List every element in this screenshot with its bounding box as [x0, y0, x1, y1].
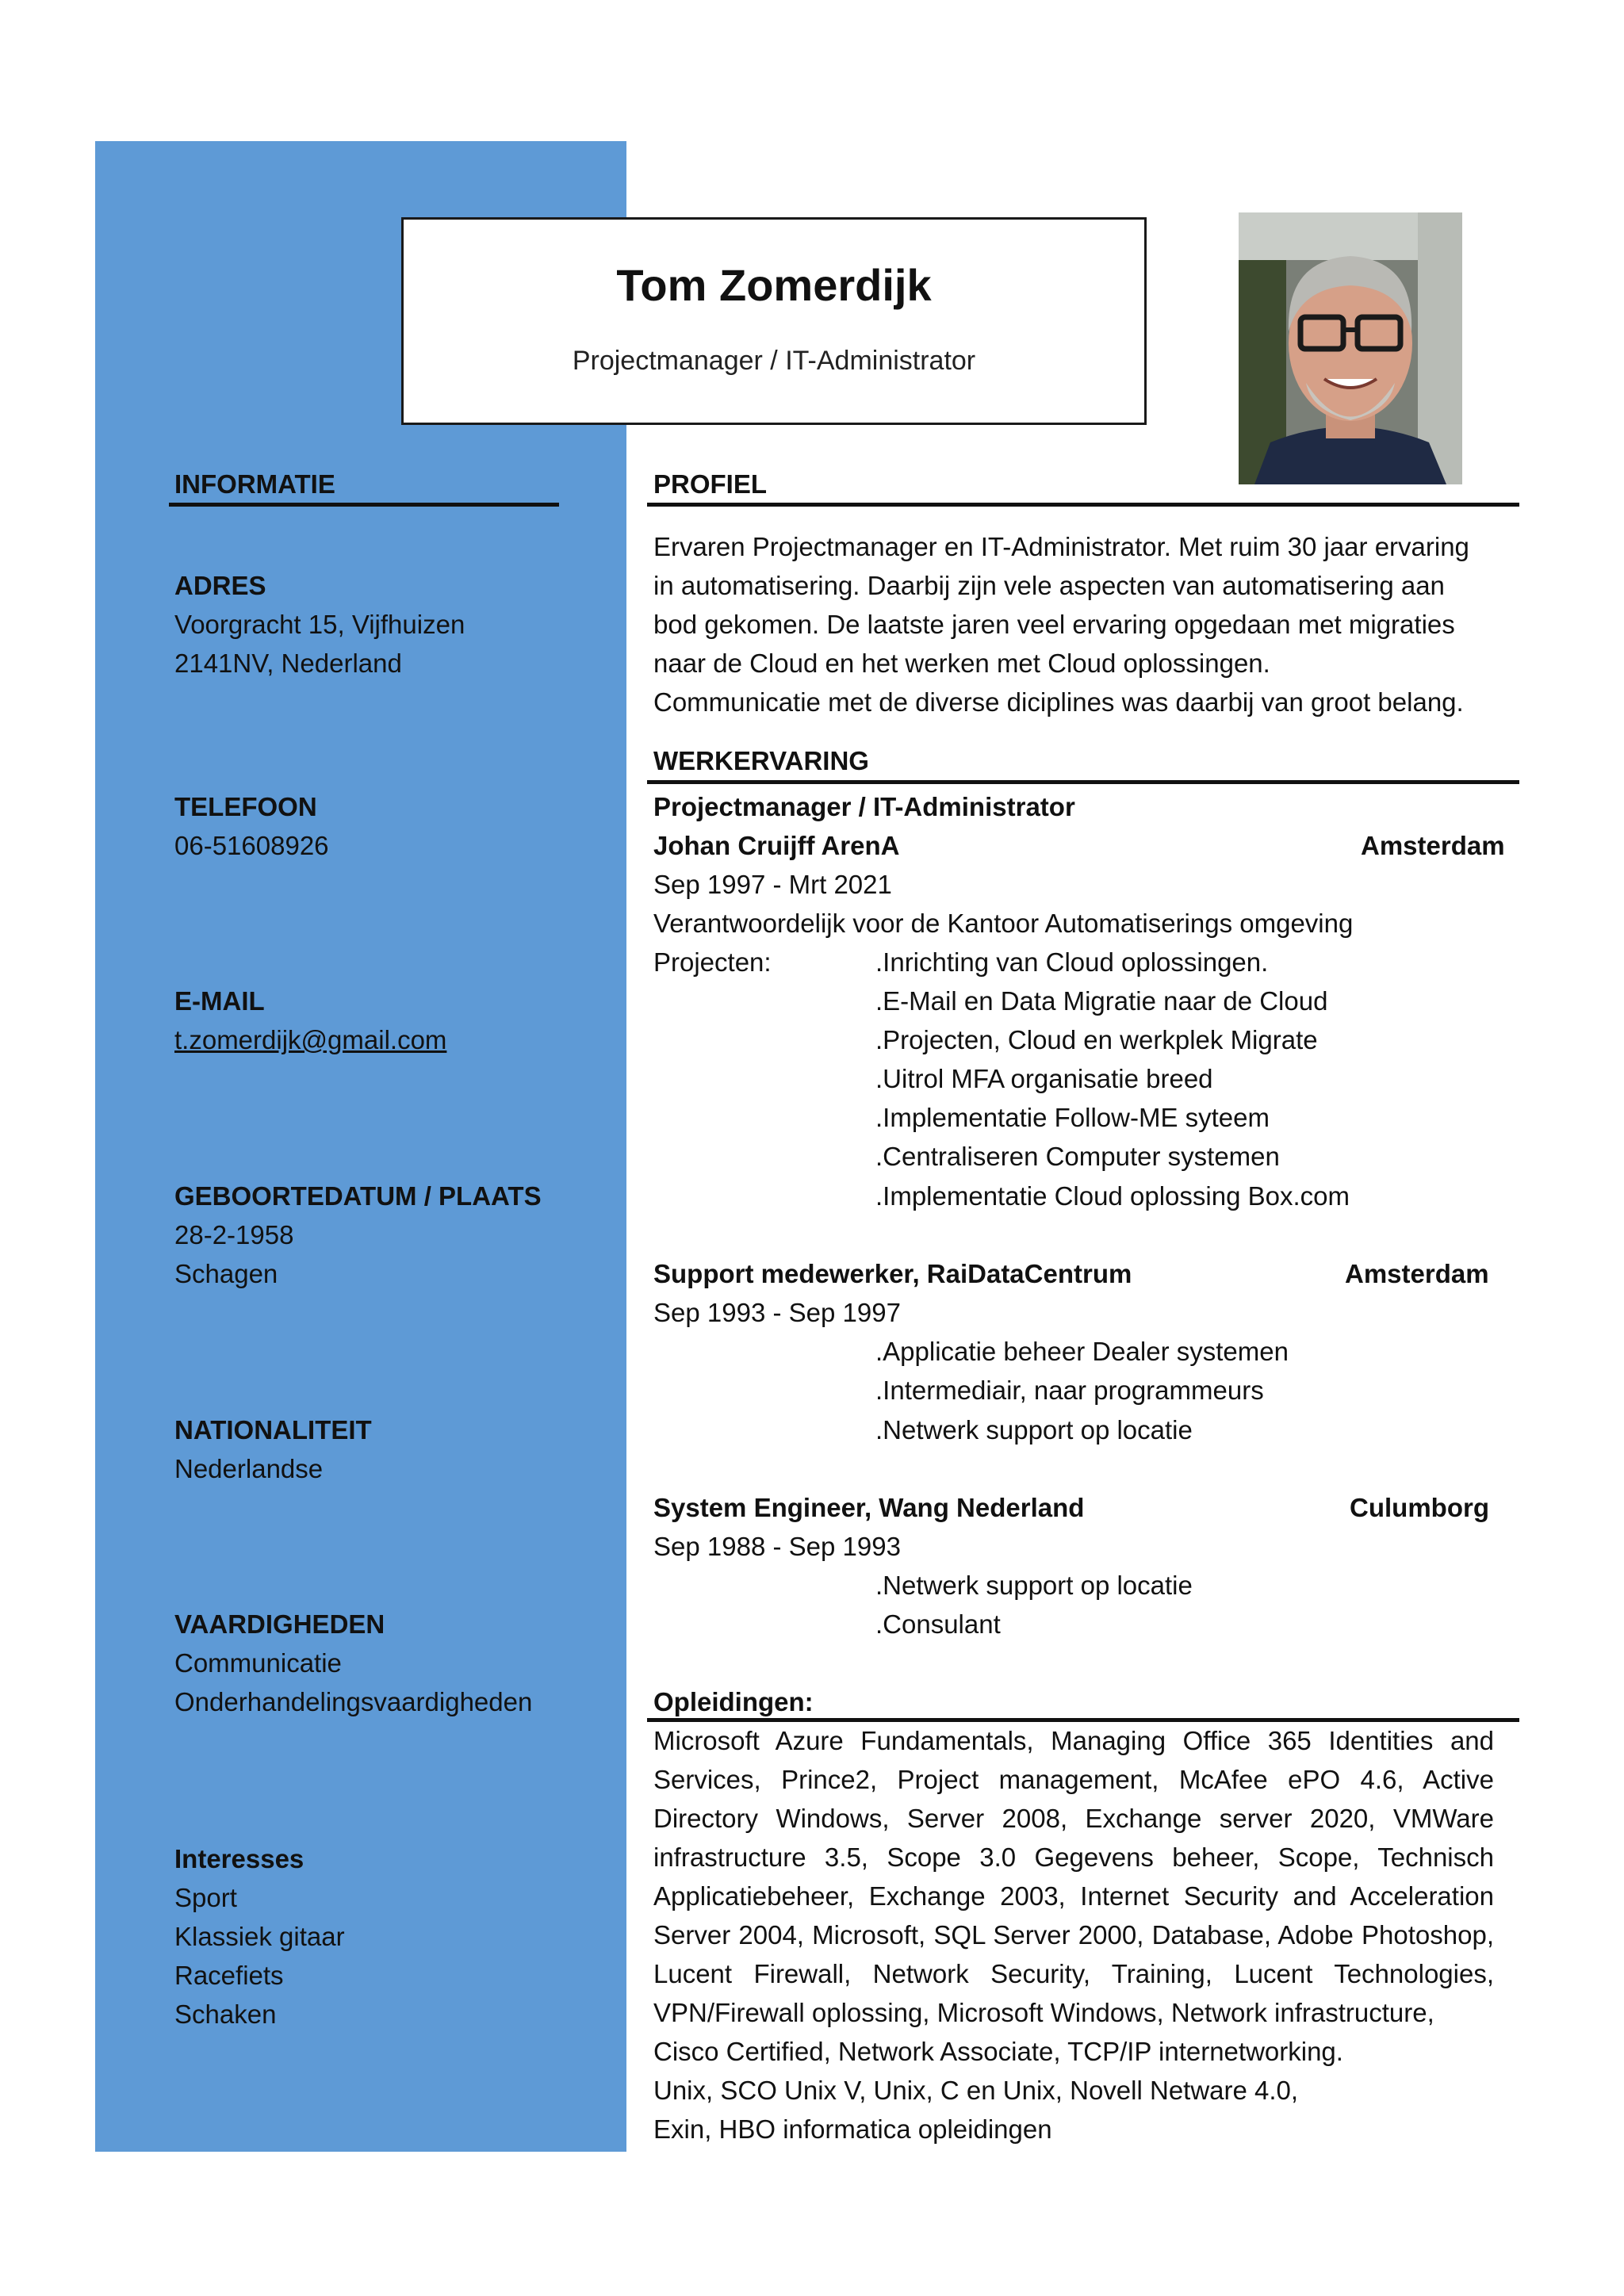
email-link[interactable]: t.zomerdijk@gmail.com [174, 1025, 447, 1054]
education-line: Lucent Firewall, Network Security, Training, Lucent Technologies, [653, 1959, 1494, 1988]
job-title: Support medewerker, RaiDataCentrum [653, 1259, 1132, 1288]
project-item: .Uitrol MFA organisatie breed [875, 1064, 1213, 1093]
nationality-value: Nederlandse [174, 1454, 324, 1483]
education-line: Services, Prince2, Project management, McAfee ePO 4.6, Active [653, 1765, 1494, 1794]
sidebar-heading: INFORMATIE [174, 469, 335, 499]
education-heading: Opleidingen: [653, 1687, 814, 1716]
job-location: Culumborg [1350, 1493, 1489, 1522]
profile-photo [1239, 212, 1462, 484]
job-period: Sep 1993 - Sep 1997 [653, 1298, 901, 1327]
interest-item: Sport [174, 1883, 237, 1912]
task-item: .Netwerk support op locatie [875, 1571, 1193, 1600]
task-item: .Consulant [875, 1609, 1001, 1639]
task-item: .Netwerk support op locatie [875, 1415, 1193, 1445]
name-card [401, 217, 1147, 425]
experience-heading-rule [647, 780, 1519, 784]
skills-label: VAARDIGHEDEN [174, 1609, 385, 1639]
sidebar-heading-rule [169, 503, 559, 507]
profile-line: in automatisering. Daarbij zijn vele aspecten van automatisering aan [653, 571, 1445, 600]
profile-heading-rule [647, 503, 1519, 507]
project-item: .Implementatie Follow-ME syteem [875, 1103, 1270, 1132]
birth-label: GEBOORTEDATUM / PLAATS [174, 1181, 542, 1211]
job-employer: Johan Cruijff ArenA [653, 831, 900, 860]
task-item: .Intermediair, naar programmeurs [875, 1376, 1264, 1405]
project-item: .Implementatie Cloud oplossing Box.com [875, 1181, 1350, 1211]
profile-line: naar de Cloud en het werken met Cloud oplossingen. [653, 649, 1270, 678]
person-name: Tom Zomerdijk [616, 260, 932, 310]
job-period: Sep 1988 - Sep 1993 [653, 1532, 901, 1561]
nationality-label: NATIONALITEIT [174, 1415, 372, 1445]
education-line: Cisco Certified, Network Associate, TCP/IP internetworking. [653, 2037, 1343, 2066]
address-line: 2141NV, Nederland [174, 649, 402, 678]
phone-value: 06-51608926 [174, 831, 329, 860]
birth-place: Schagen [174, 1259, 278, 1288]
education-line: infrastructure 3.5, Scope 3.0 Gegevens beheer, Scope, Technisch [653, 1843, 1494, 1872]
projects-label: Projecten: [653, 947, 772, 977]
phone-label: TELEFOON [174, 792, 317, 821]
interests-label: Interesses [174, 1844, 304, 1873]
job-period: Sep 1997 - Mrt 2021 [653, 870, 892, 899]
interest-item: Schaken [174, 1999, 277, 2029]
project-item: .Projecten, Cloud en werkplek Migrate [875, 1025, 1318, 1054]
profile-line: bod gekomen. De laatste jaren veel ervaring opgedaan met migraties [653, 610, 1455, 639]
birth-date: 28-2-1958 [174, 1220, 294, 1249]
experience-heading: WERKERVARING [653, 746, 869, 775]
education-line: Server 2004, Microsoft, SQL Server 2000, Database, Adobe Photoshop, [653, 1920, 1494, 1950]
interest-item: Racefiets [174, 1961, 284, 1990]
address-label: ADRES [174, 571, 266, 600]
interest-item: Klassiek gitaar [174, 1922, 345, 1951]
education-line: Microsoft Azure Fundamentals, Managing Office 365 Identities and [653, 1726, 1494, 1755]
education-line: Directory Windows, Server 2008, Exchange server 2020, VMWare [653, 1804, 1494, 1833]
profile-line: Ervaren Projectmanager en IT-Administrator. Met ruim 30 jaar ervaring [653, 532, 1469, 561]
education-line: Applicatiebeheer, Exchange 2003, Internet Security and Acceleration [653, 1881, 1494, 1911]
project-item: .Centraliseren Computer systemen [875, 1142, 1280, 1171]
job-location: Amsterdam [1345, 1259, 1489, 1288]
project-item: .E-Mail en Data Migratie naar de Cloud [875, 986, 1328, 1016]
task-item: .Applicatie beheer Dealer systemen [875, 1337, 1289, 1366]
profile-heading: PROFIEL [653, 469, 768, 499]
education-line: Unix, SCO Unix V, Unix, C en Unix, Novell Netware 4.0, [653, 2076, 1299, 2105]
job-role: Projectmanager / IT-Administrator [653, 792, 1075, 821]
project-item: .Inrichting van Cloud oplossingen. [875, 947, 1269, 977]
job-description: Verantwoordelijk voor de Kantoor Automatiserings omgeving [653, 909, 1354, 938]
address-line: Voorgracht 15, Vijfhuizen [174, 610, 465, 639]
education-line: Exin, HBO informatica opleidingen [653, 2114, 1052, 2144]
person-title: Projectmanager / IT-Administrator [572, 346, 976, 376]
skill-item: Communicatie [174, 1648, 342, 1678]
education-line: VPN/Firewall oplossing, Microsoft Windows, Network infrastructure, [653, 1998, 1434, 2027]
job-location: Amsterdam [1361, 831, 1505, 860]
email-label: E-MAIL [174, 986, 265, 1016]
skill-item: Onderhandelingsvaardigheden [174, 1687, 533, 1716]
job-title: System Engineer, Wang Nederland [653, 1493, 1085, 1522]
profile-line: Communicatie met de diverse diciplines was daarbij van groot belang. [653, 687, 1464, 717]
